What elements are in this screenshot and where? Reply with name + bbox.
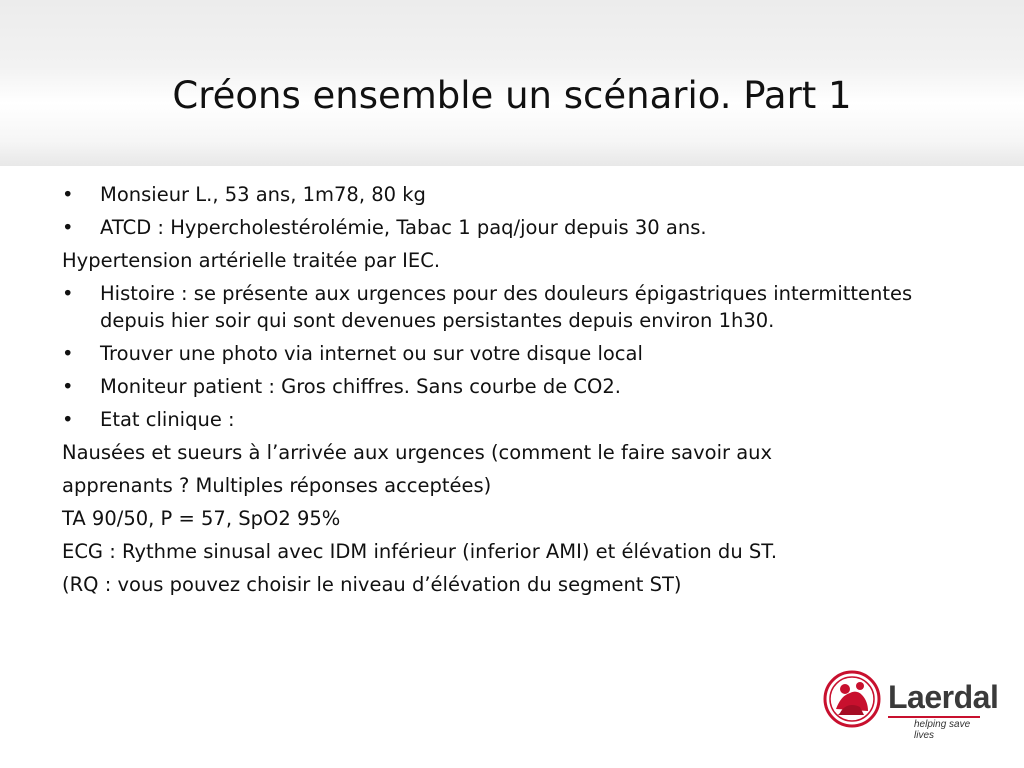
laerdal-emblem-icon [822,669,882,729]
bullet-dot: • [62,282,74,305]
bullet-text: Etat clinique : [100,408,235,431]
slide-title: Créons ensemble un scénario. Part 1 [172,74,852,117]
logo-underline [888,716,980,718]
bullet-dot: • [62,216,74,239]
bullet-text: ATCD : Hypercholestérolémie, Tabac 1 paq/jour depuis 30 ans. [100,216,707,239]
logo-tagline: helping save lives [914,719,971,741]
laerdal-logo [822,665,999,741]
bullet-text: Trouver une photo via internet ou sur votre disque local [100,342,643,365]
bullet-item [62,373,962,400]
text-line: apprenants ? Multiples réponses acceptées) [62,474,492,497]
bullet-item [62,340,962,367]
bullet-dot: • [62,408,74,431]
bullet-text: Histoire : se présente aux urgences pour des douleurs épigastriques intermittentes depuis hier soir qui sont devenues persistantes depuis environ 1h30. [100,282,913,332]
slide-body [62,181,962,604]
bullet-item [62,406,962,433]
bullet-text: Monsieur L., 53 ans, 1m78, 80 kg [100,183,426,206]
bullet-dot: • [62,375,74,398]
logo-wordmark: Laerdal [888,679,999,715]
text-line: Nausées et sueurs à l’arrivée aux urgences (comment le faire savoir aux [62,441,773,464]
bullet-item [62,181,962,208]
bullet-dot: • [62,183,74,206]
bullet-dot: • [62,342,74,365]
text-line: (RQ : vous pouvez choisir le niveau d’élévation du segment ST) [62,573,682,596]
text-line: ECG : Rythme sinusal avec IDM inférieur (inferior AMI) et élévation du ST. [62,540,778,563]
bullet-text: Moniteur patient : Gros chiffres. Sans courbe de CO2. [100,375,621,398]
text-line: Hypertension artérielle traitée par IEC. [62,249,441,272]
bullet-item [62,280,962,334]
bullet-item [62,214,962,241]
text-line: TA 90/50, P = 57, SpO2 95% [62,507,341,530]
